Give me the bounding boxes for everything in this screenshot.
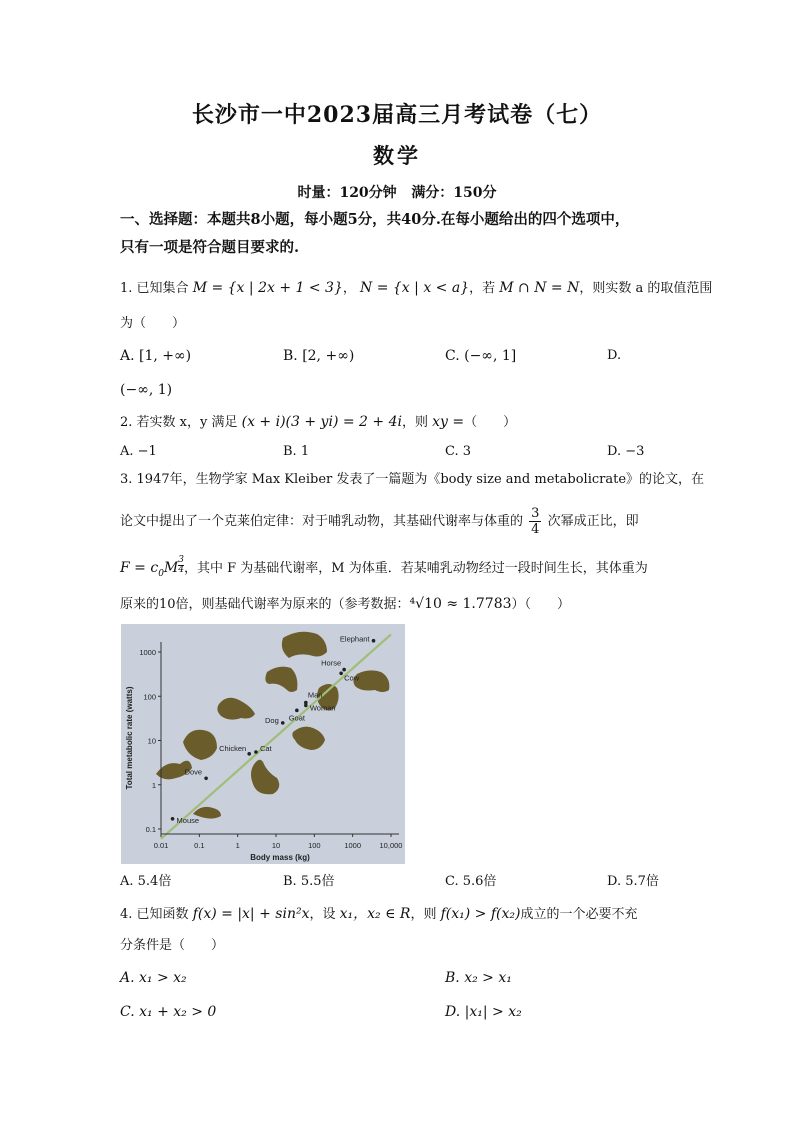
q1-set-n: N = {x | x < a}	[360, 280, 470, 296]
subject-title: 数学	[373, 143, 421, 168]
data-point-woman	[304, 704, 308, 708]
data-point-chicken	[247, 752, 251, 756]
q3-line2b: 次幂成正比，即	[547, 514, 639, 529]
data-points	[171, 635, 376, 825]
point-label-cow: Cow	[344, 673, 360, 683]
cat-icon	[251, 760, 279, 795]
full-marks: 满分：150分	[411, 185, 497, 201]
q4-ineq: f(x₁) > f(x₂)	[440, 906, 521, 922]
data-point-horse	[342, 668, 346, 672]
point-label-chicken: Chicken	[219, 743, 247, 753]
q3-line1: 3. 1947年，生物学家 Max Kleiber 发表了一篇题为《body size and metabolicrate》的论文，在	[120, 472, 705, 487]
point-label-woman: Woman	[309, 703, 336, 713]
q1-line2: 为（ ）	[120, 316, 186, 331]
x-tick-label: 1000	[344, 841, 362, 850]
y-tick-label: 1000	[139, 648, 156, 657]
q2-option-a[interactable]: A. −1	[120, 444, 157, 459]
q4-option-b[interactable]: B. x₂ > x₁	[445, 970, 512, 986]
q1-sep: ，	[342, 281, 356, 296]
exam-info	[0, 182, 794, 202]
q4-line1	[120, 904, 637, 925]
q3-option-d[interactable]: D. 5.7倍	[607, 874, 659, 889]
q2-expr2: xy =	[432, 414, 465, 430]
x-tick-label: 1	[235, 841, 240, 850]
point-label-mouse: Mouse	[176, 815, 200, 825]
q3-option-b[interactable]: B. 5.5倍	[283, 874, 335, 889]
section-heading-line2: 只有一项是符合题目要求的.	[120, 239, 300, 256]
q3-formula: $F = c_0M$ $^{\frac{3}{4}}$	[120, 555, 184, 579]
x-axis-label: Body mass (kg)	[250, 853, 310, 862]
data-point-cow	[339, 672, 343, 676]
q1-set-m: M = {x | 2x + 1 < 3}	[192, 280, 343, 296]
q1-cond: ，若	[469, 281, 496, 296]
q4-option-d[interactable]: D. |x₁| > x₂	[445, 1004, 522, 1020]
q3-fraction: $\frac{3}{4}$	[531, 506, 540, 537]
q1-option-d[interactable]: D.	[607, 348, 622, 363]
q1-prefix: 1. 已知集合	[120, 281, 189, 296]
point-label-man: Man	[307, 690, 323, 700]
elephant-icon	[282, 632, 327, 658]
q3-line2a: 论文中提出了一个克莱伯定律：对于哺乳动物，其基础代谢率与体重的	[120, 514, 524, 529]
q2-option-b[interactable]: B. 1	[283, 444, 310, 459]
q3-option-c[interactable]: C. 5.6倍	[445, 874, 497, 889]
y-tick-labels	[139, 648, 161, 834]
q2-expr: (x + i)(3 + yi) = 2 + 4i	[241, 414, 402, 430]
q4-line1d: 成立的一个必要不充	[520, 907, 638, 922]
q3-line3-text: ，其中 F 为基础代谢率，M 为体重．若某哺乳动物经过一段时间生长，其体重为	[184, 561, 648, 576]
q4-line2: 分条件是（ ）	[120, 938, 225, 953]
q1-cond-expr: M ∩ N = N	[499, 280, 580, 296]
section-heading-line1: 一、选择题：本题共8小题，每小题5分，共40分.在每小题给出的四个选项中，	[120, 211, 630, 228]
horse-icon	[265, 667, 297, 692]
q3-root: ⁴√10 ≈ 1.7783	[409, 596, 512, 612]
q4-option-c[interactable]: C. x₁ + x₂ > 0	[120, 1004, 217, 1020]
kleiber-chart-svg	[121, 624, 405, 864]
q3-line4b: ）（ ）	[511, 597, 571, 612]
data-point-dove	[204, 776, 208, 780]
q2-option-c[interactable]: C. 3	[445, 444, 472, 459]
q2-tail: （ ）	[464, 415, 517, 430]
q4-line1b: ，设	[309, 907, 336, 922]
data-point-goat	[295, 709, 299, 713]
q1-tail: ，则实数 a 的取值范围	[579, 281, 713, 296]
y-tick-label: 10	[147, 736, 156, 746]
x-tick-label: 0.01	[153, 841, 169, 850]
x-tick-label: 100	[308, 841, 321, 850]
q3-line4a: 原来的10倍，则基础代谢率为原来的（参考数据：	[120, 597, 410, 612]
q2-prefix: 2. 若实数 x，y 满足	[120, 415, 238, 430]
data-point-mouse	[171, 817, 175, 821]
q3-line4	[120, 594, 570, 615]
point-label-dove: Dove	[184, 767, 203, 777]
point-label-elephant: Elephant	[339, 634, 370, 644]
section-heading	[120, 206, 680, 262]
q3-option-a[interactable]: A. 5.4倍	[120, 874, 172, 889]
point-label-cat: Cat	[259, 743, 272, 753]
y-tick-label: 0.1	[145, 825, 156, 834]
point-label-horse: Horse	[321, 658, 342, 668]
x-tick-label: 0.1	[194, 841, 205, 850]
y-tick-label: 1	[151, 780, 156, 790]
x-tick-label: 10,000	[379, 841, 403, 850]
x-tick-labels	[154, 834, 403, 850]
animal-silhouettes	[156, 632, 389, 819]
q1-option-b[interactable]: B. [2, +∞)	[283, 348, 355, 364]
dog-icon	[217, 698, 255, 720]
q4-line1a: 4. 已知函数	[120, 907, 189, 922]
q1-line1	[120, 278, 712, 299]
time-limit: 时量：120分钟	[297, 185, 397, 201]
exam-title: 长沙市一中2023届高三月考试卷（七）	[191, 102, 603, 128]
q1-option-d-value[interactable]: (−∞, 1)	[120, 382, 173, 398]
chicken-icon	[183, 730, 217, 760]
goat-icon	[292, 727, 325, 750]
q3-line3	[120, 556, 648, 584]
q4-option-a[interactable]: A. x₁ > x₂	[120, 970, 187, 986]
kleiber-chart	[121, 624, 405, 864]
q3-line2	[120, 506, 639, 537]
q2-line1	[120, 412, 516, 433]
q4-vars: x₁，x₂ ∈ R	[339, 906, 411, 922]
q4-line1c: ，则	[410, 907, 437, 922]
q1-option-c[interactable]: C. (−∞, 1]	[445, 348, 517, 364]
point-label-dog: Dog	[264, 715, 279, 725]
q4-func: f(x) = |x| + sin²x	[192, 906, 310, 922]
y-tick-label: 100	[143, 692, 156, 702]
data-point-cat	[254, 750, 258, 754]
data-point-elephant	[372, 639, 376, 643]
point-label-goat: Goat	[288, 713, 305, 723]
data-point-dog	[281, 721, 285, 725]
q2-mid: ，则	[401, 415, 428, 430]
x-tick-label: 10	[271, 841, 281, 850]
y-axis-label: Total metabolic rate (watts)	[125, 686, 134, 790]
q2-option-d[interactable]: D. −3	[607, 444, 645, 459]
q1-option-a[interactable]: A. [1, +∞)	[120, 348, 192, 364]
